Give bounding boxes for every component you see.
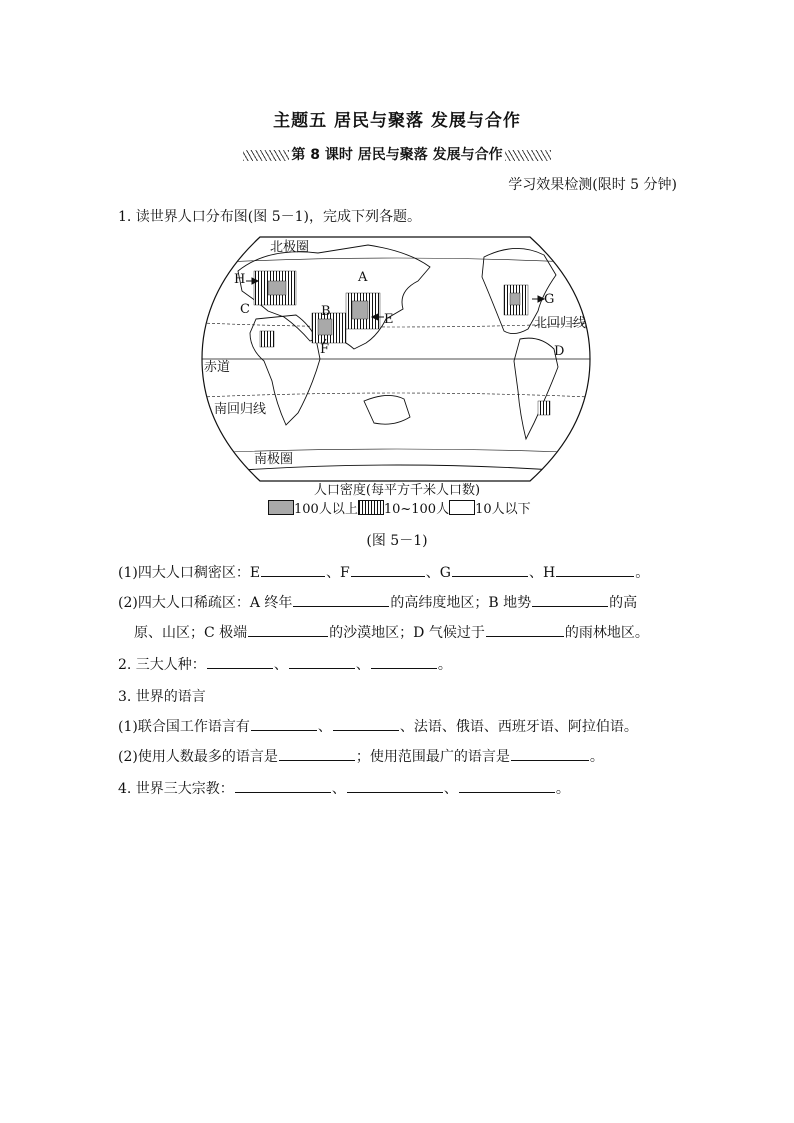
answer-blank-race-1[interactable] <box>207 654 273 669</box>
q1-p2-l1-b: 的高纬度地区；B 地势 <box>390 595 532 611</box>
q3-p2-end: 。 <box>589 749 604 765</box>
south-america-density-area <box>538 401 550 415</box>
answer-blank-race-2[interactable] <box>289 654 355 669</box>
q4-end: 。 <box>555 781 570 797</box>
label-h: H <box>234 272 246 287</box>
q3-p1-a: (1)联合国工作语言有 <box>118 719 250 735</box>
legend-swatch-sparse <box>449 500 475 515</box>
q2-sep-2: 、 <box>355 657 370 673</box>
question-3-part-1 <box>118 716 638 736</box>
question-2 <box>118 654 452 674</box>
answer-blank-language-1[interactable] <box>251 716 317 731</box>
answer-blank-g[interactable] <box>452 562 528 577</box>
q1-p2-l2-a: 原、山区；C 极端 <box>134 625 248 641</box>
legend-swatch-mid <box>358 500 384 515</box>
question-1-part-2-line-2 <box>134 622 649 642</box>
legend-label-mid: 10~100人 <box>383 501 450 517</box>
label-tropic-capricorn: 南回归线 <box>214 402 267 417</box>
decorative-stripes-left <box>243 150 289 161</box>
label-antarctic-circle: 南极圈 <box>254 452 294 467</box>
question-1-stem: 1. 读世界人口分布图(图 5－1)，完成下列各题。 <box>118 209 421 225</box>
label-b: B <box>321 304 331 319</box>
west-africa-density-area <box>260 331 274 347</box>
q1-p2-l1-a: (2)四大人口稀疏区：A 终年 <box>118 595 293 611</box>
q4-stem: 4. 世界三大宗教： <box>118 781 234 797</box>
question-1-part-2-line-1 <box>118 592 637 612</box>
answer-blank-religion-1[interactable] <box>235 778 331 793</box>
q1-p2-l1-c: 的高 <box>609 595 638 611</box>
q3-p1-b: 、法语、俄语、西班牙语、阿拉伯语。 <box>399 719 638 735</box>
answer-blank-f[interactable] <box>351 562 425 577</box>
q1-p1-sep3: 、H <box>528 565 556 581</box>
question-3-stem: 3. 世界的语言 <box>118 689 206 705</box>
answer-blank-religion-3[interactable] <box>459 778 555 793</box>
q2-end: 。 <box>437 657 452 673</box>
answer-blank-b[interactable] <box>532 592 608 607</box>
label-d: D <box>554 344 565 359</box>
map-svg <box>198 231 598 483</box>
label-a: A <box>358 270 368 285</box>
label-arctic-circle: 北极圈 <box>270 240 310 255</box>
q1-p2-l2-c: 的雨林地区。 <box>564 625 649 641</box>
question-4 <box>118 778 570 798</box>
sub-title <box>0 144 794 164</box>
answer-blank-e[interactable] <box>261 562 325 577</box>
q1-p1-sep1: 、F <box>326 565 350 581</box>
time-limit-note: 学习效果检测(限时 5 分钟) <box>508 177 677 193</box>
q1-p1-prefix: (1)四大人口稠密区：E <box>118 565 261 581</box>
answer-blank-religion-2[interactable] <box>347 778 443 793</box>
q1-p1-end: 。 <box>635 565 650 581</box>
map-legend <box>268 497 568 517</box>
label-f: F <box>320 342 330 357</box>
decorative-stripes-right <box>505 150 551 161</box>
figure-caption: (图 5－1) <box>366 533 428 549</box>
east-asia-dense-core <box>352 301 368 319</box>
legend-label-dense: 100人以上 <box>294 501 358 517</box>
answer-blank-most-spoken[interactable] <box>279 746 355 761</box>
q1-p1-sep2: 、G <box>425 565 451 581</box>
q3-p2-b: ；使用范围最广的语言是 <box>355 749 510 765</box>
answer-blank-h[interactable] <box>556 562 634 577</box>
question-1-part-1 <box>118 562 649 582</box>
answer-blank-c[interactable] <box>248 622 328 637</box>
q4-sep-2: 、 <box>443 781 458 797</box>
q2-sep-1: 、 <box>273 657 288 673</box>
legend-title: 人口密度(每平方千米人口数) <box>313 483 481 498</box>
q4-sep-1: 、 <box>331 781 346 797</box>
label-tropic-cancer: 北回归线 <box>534 316 587 331</box>
question-3-part-2 <box>118 746 604 766</box>
answer-blank-most-widespread[interactable] <box>511 746 589 761</box>
legend-label-sparse: 10人以下 <box>475 501 531 517</box>
q1-p2-l2-b: 的沙漠地区；D 气候过于 <box>329 625 485 641</box>
north-america-dense-core <box>510 293 520 305</box>
q2-stem: 2. 三大人种： <box>118 657 206 673</box>
legend-swatch-dense <box>268 500 294 515</box>
label-equator: 赤道 <box>204 360 231 375</box>
answer-blank-a[interactable] <box>293 592 389 607</box>
main-title: 主题五 居民与聚落 发展与合作 <box>273 111 521 131</box>
south-asia-dense-core <box>318 319 332 335</box>
sub-title-text: 第 8 课时 居民与聚落 发展与合作 <box>291 147 503 163</box>
europe-dense-core <box>268 281 286 295</box>
world-population-map <box>198 231 598 483</box>
answer-blank-language-2[interactable] <box>333 716 399 731</box>
q3-p1-sep: 、 <box>317 719 332 735</box>
q3-p2-a: (2)使用人数最多的语言是 <box>118 749 278 765</box>
answer-blank-race-3[interactable] <box>371 654 437 669</box>
label-e: E <box>384 312 394 327</box>
label-g: G <box>544 292 555 307</box>
answer-blank-d[interactable] <box>486 622 564 637</box>
label-c: C <box>240 302 250 317</box>
